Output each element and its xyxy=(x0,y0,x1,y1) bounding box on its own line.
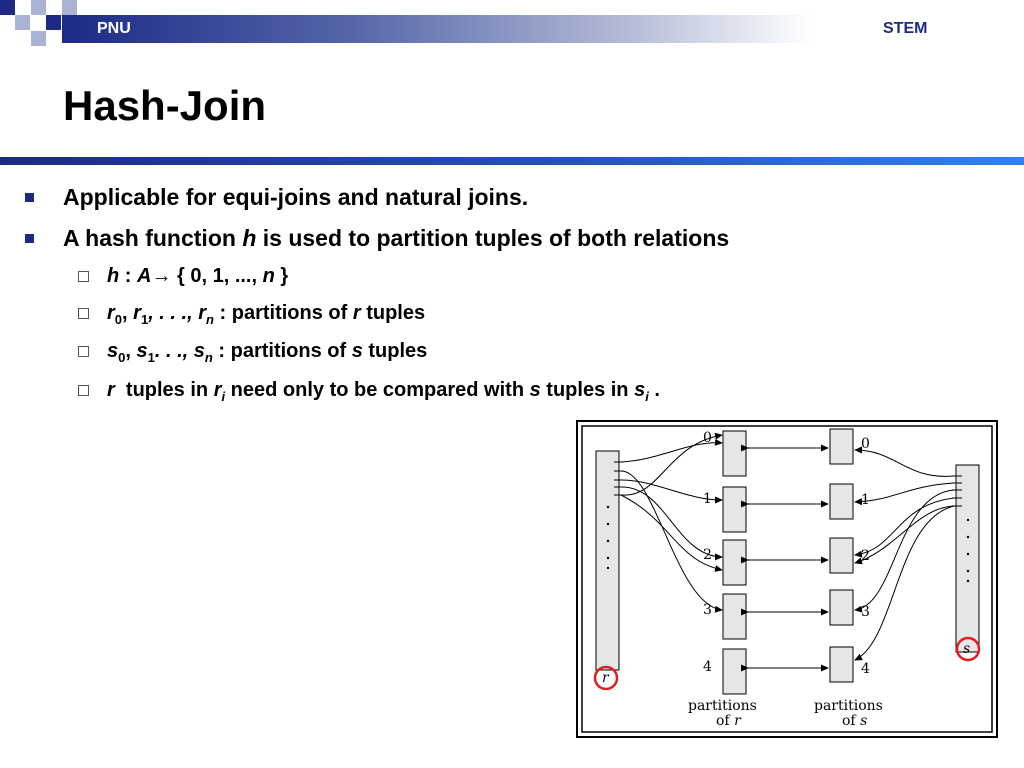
subbullet-marker xyxy=(78,271,89,282)
right-partition-3 xyxy=(830,590,853,625)
partition-diagram xyxy=(576,420,998,738)
var-r: r xyxy=(133,302,141,324)
logo-square xyxy=(31,0,46,15)
subscript: i xyxy=(221,389,226,404)
subbullet-marker xyxy=(78,346,89,357)
text: tuples xyxy=(362,340,428,362)
brand-right: STEM xyxy=(883,20,928,37)
relation-r-label: r xyxy=(602,670,609,686)
text: : partitions of xyxy=(213,302,353,324)
logo-square xyxy=(62,0,77,15)
left-label-4: 4 xyxy=(703,659,712,675)
var-s: s xyxy=(529,379,541,401)
hash-join-figure xyxy=(576,420,998,738)
text: , . . ., xyxy=(148,302,199,324)
caption-right-line1: partitions xyxy=(814,698,883,714)
subbullet-marker xyxy=(78,308,89,319)
left-partition-0 xyxy=(723,431,746,476)
text: . xyxy=(648,379,660,401)
bullet-2 xyxy=(63,225,729,252)
text: : partitions of xyxy=(212,340,352,362)
right-partition-4 xyxy=(830,647,853,682)
subscript: 1 xyxy=(140,312,149,327)
text: . . ., xyxy=(154,340,194,362)
subscript: 1 xyxy=(147,350,155,365)
relation-s-label: s xyxy=(963,641,971,657)
subbullet-marker xyxy=(78,385,89,396)
caption-left-line2: of r xyxy=(716,713,741,729)
bullet-marker xyxy=(25,193,34,202)
left-label-0: 0 xyxy=(703,430,712,446)
var-r: r xyxy=(213,379,222,401)
text: → { 0, 1, ..., xyxy=(151,265,263,287)
logo-square xyxy=(0,0,15,15)
text: : xyxy=(119,265,137,287)
right-partition-0 xyxy=(830,429,853,464)
logo-square xyxy=(15,15,30,30)
var-s: s xyxy=(107,340,119,362)
text: need only to be compared with xyxy=(225,379,530,401)
subbullet-1 xyxy=(107,265,288,288)
var-r: r xyxy=(352,302,361,324)
var-s: s xyxy=(351,340,363,362)
text: } xyxy=(274,265,289,287)
subscript: 0 xyxy=(114,312,123,327)
right-label-0: 0 xyxy=(861,436,870,452)
text: , xyxy=(125,340,137,362)
subbullet-2 xyxy=(107,302,425,327)
bullet-2-pre: A hash function xyxy=(63,225,243,251)
text: tuples in xyxy=(540,379,635,401)
logo-square xyxy=(31,31,46,46)
brand-left: PNU xyxy=(97,20,131,37)
relation-r-column xyxy=(596,451,619,670)
var-n: n xyxy=(262,265,275,287)
logo-square xyxy=(46,15,61,30)
subbullet-3 xyxy=(107,340,427,365)
left-partition-4 xyxy=(723,649,746,694)
left-partition-3 xyxy=(723,594,746,639)
caption-left-line1: partitions xyxy=(688,698,757,714)
bullet-2-var: h xyxy=(242,225,257,251)
text: , xyxy=(122,302,134,324)
bullet-1-text: Applicable for equi-joins and natural joins. xyxy=(63,184,529,210)
subscript: n xyxy=(204,350,213,365)
subbullet-4 xyxy=(107,379,660,404)
bullet-2-post: is used to partition tuples of both relations xyxy=(256,225,730,251)
subscript: i xyxy=(645,389,649,404)
slide-title: Hash-Join xyxy=(63,82,267,129)
left-partitions xyxy=(723,431,746,694)
var-s: s xyxy=(193,340,205,362)
left-partition-1 xyxy=(723,487,746,532)
right-label-1: 1 xyxy=(861,492,870,508)
relation-s-column xyxy=(956,465,979,652)
bullet-marker xyxy=(25,234,34,243)
right-partition-1 xyxy=(830,484,853,519)
right-label-3: 3 xyxy=(861,604,870,620)
title-rule xyxy=(0,157,1024,165)
right-partition-2 xyxy=(830,538,853,573)
subscript: 0 xyxy=(118,350,126,365)
left-label-1: 1 xyxy=(703,491,712,507)
subscript: n xyxy=(206,312,214,327)
figure-frame-outer xyxy=(577,421,997,737)
left-label-2: 2 xyxy=(703,547,712,563)
var-a: A xyxy=(137,265,152,287)
left-partition-2 xyxy=(723,540,746,585)
var-h: h xyxy=(107,265,120,287)
var-r: r xyxy=(198,302,206,324)
header-bar xyxy=(62,15,1024,43)
var-s: s xyxy=(634,379,646,401)
right-label-2: 2 xyxy=(861,548,870,564)
var-s: s xyxy=(136,340,148,362)
var-r: r xyxy=(107,379,115,401)
left-label-3: 3 xyxy=(703,602,712,618)
var-r: r xyxy=(107,302,115,324)
caption-right-line2: of s xyxy=(842,713,868,729)
text: tuples in xyxy=(114,379,214,401)
bullet-1 xyxy=(63,184,528,211)
text: tuples xyxy=(360,302,426,324)
right-label-4: 4 xyxy=(861,661,870,677)
